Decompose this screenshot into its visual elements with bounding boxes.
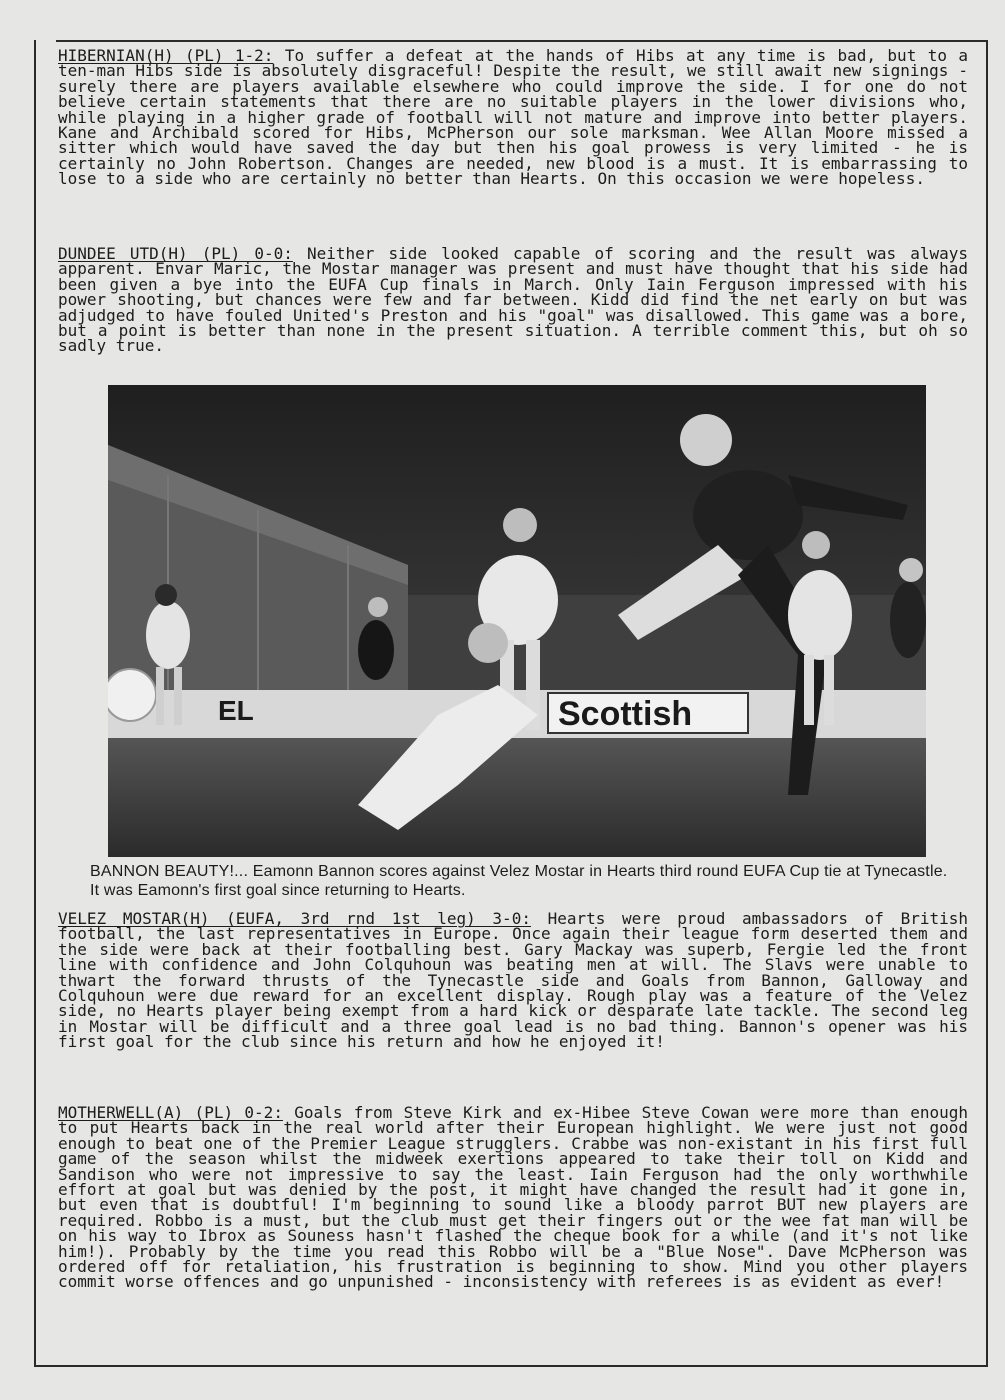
report-heading: VELEZ MOSTAR(H) (EUFA, 3rd rnd 1st leg) 3-0:: [58, 909, 531, 928]
report-heading: DUNDEE UTD(H) (PL) 0-0:: [58, 244, 293, 263]
report-body: Goals from Steve Kirk and ex-Hibee Steve Cowan were more than enough to put Hearts back in the real world after their European highlight. We were just not good enough to beat one of the Premier League strugglers. Crabbe was non-existant in his first full game of the season whilst the midweek exertions appeared to take their toll on Kidd and Sandison who were not impressive to say the least. Iain Ferguson had the only worthwhile effort at goal but was denied by the post, it might have changed the result had it gone in, but even that is doubtful! I'm beginning to sound like a bloody parrot BUT new players are required. Robbo is a must, but the club must get their fingers out or the wee fat man will be on his way to Ibrox as Souness hasn't flashed the cheque book for a while (and it's not like him!). Probably by the time you read this Robbo will be a "Blue Nose". Dave McPherson was ordered off for retaliation, his frustration is beginning to show. Mind you other players commit worse offences and go unpunished - inconsistency with referees is as evident as ever!: [58, 1103, 968, 1292]
match-photo: [108, 385, 926, 857]
report-heading: MOTHERWELL(A) (PL) 0-2:: [58, 1103, 283, 1122]
report-body: Neither side looked capable of scoring and the result was always apparent. Envar Maric, the Mostar manager was present and must have thought that his side had been given a bye into the EUFA Cup finals in March. Only Iain Ferguson impressed with his power shooting, but chances were few and far between. Kidd did find the net early on but was adjudged to have fouled United's Preston and his "goal" was disallowed. This game was a bore, but a point is better than none in the present situation. A terrible comment this, but oh so sadly true.: [58, 244, 968, 356]
match-report-velez-mostar: [58, 911, 968, 1050]
report-body: Hearts were proud ambassadors of British football, the last representatives in Europe. Once again their league form deserted them and the side were back at their footballing best. Gary Mackay was superb, Fergie led the front line with confidence and John Colquhoun was beating men at will. The Slavs were unable to thwart the forward thrusts of the Tynecastle side and Goals from Bannon, Galloway and Colquhoun were due reward for an excellent display. Rough play was a feature of the Velez side, no Hearts player being exempt from a hard kick or desparate late tackle. The second leg in Mostar will be difficult and a three goal lead is no bad thing. Bannon's opener was his first goal for the club since his return and how he enjoyed it!: [58, 909, 968, 1052]
match-report-dundee-utd: [58, 246, 968, 354]
photo-caption: BANNON BEAUTY!... Eamonn Bannon scores against Velez Mostar in Hearts third round EUFA Cup tie at Tynecastle. It was Eamonn's first goal since returning to Hearts.: [90, 863, 948, 899]
report-heading: HIBERNIAN(H) (PL) 1-2:: [58, 46, 274, 65]
match-report-motherwell: [58, 1105, 968, 1290]
report-body: To suffer a defeat at the hands of Hibs at any time is bad, but to a ten-man Hibs side is absolutely disgraceful! Despite the result, we still await new signings - surely there are players available elsewhere who could improve the side. I for one do not believe certain statements that there are no suitable players in the lower divisions who, while playing in a higher grade of football will not mature and improve into better players. Kane and Archibald scored for Hibs, McPherson our sole marksman. Wee Allan Moore missed a sitter which would have saved the day but then his goal prowess is very limited - he is certainly no John Robertson. Changes are needed, new blood is a must. It is embarrassing to lose to a side who are certainly no better than Hearts. On this occasion we were hopeless.: [58, 46, 969, 189]
hoarding-text: Scottish: [558, 695, 693, 733]
page-frame: [34, 40, 988, 1367]
match-report-hibernian: [58, 48, 968, 187]
hoarding-text-left: EL: [218, 695, 254, 726]
